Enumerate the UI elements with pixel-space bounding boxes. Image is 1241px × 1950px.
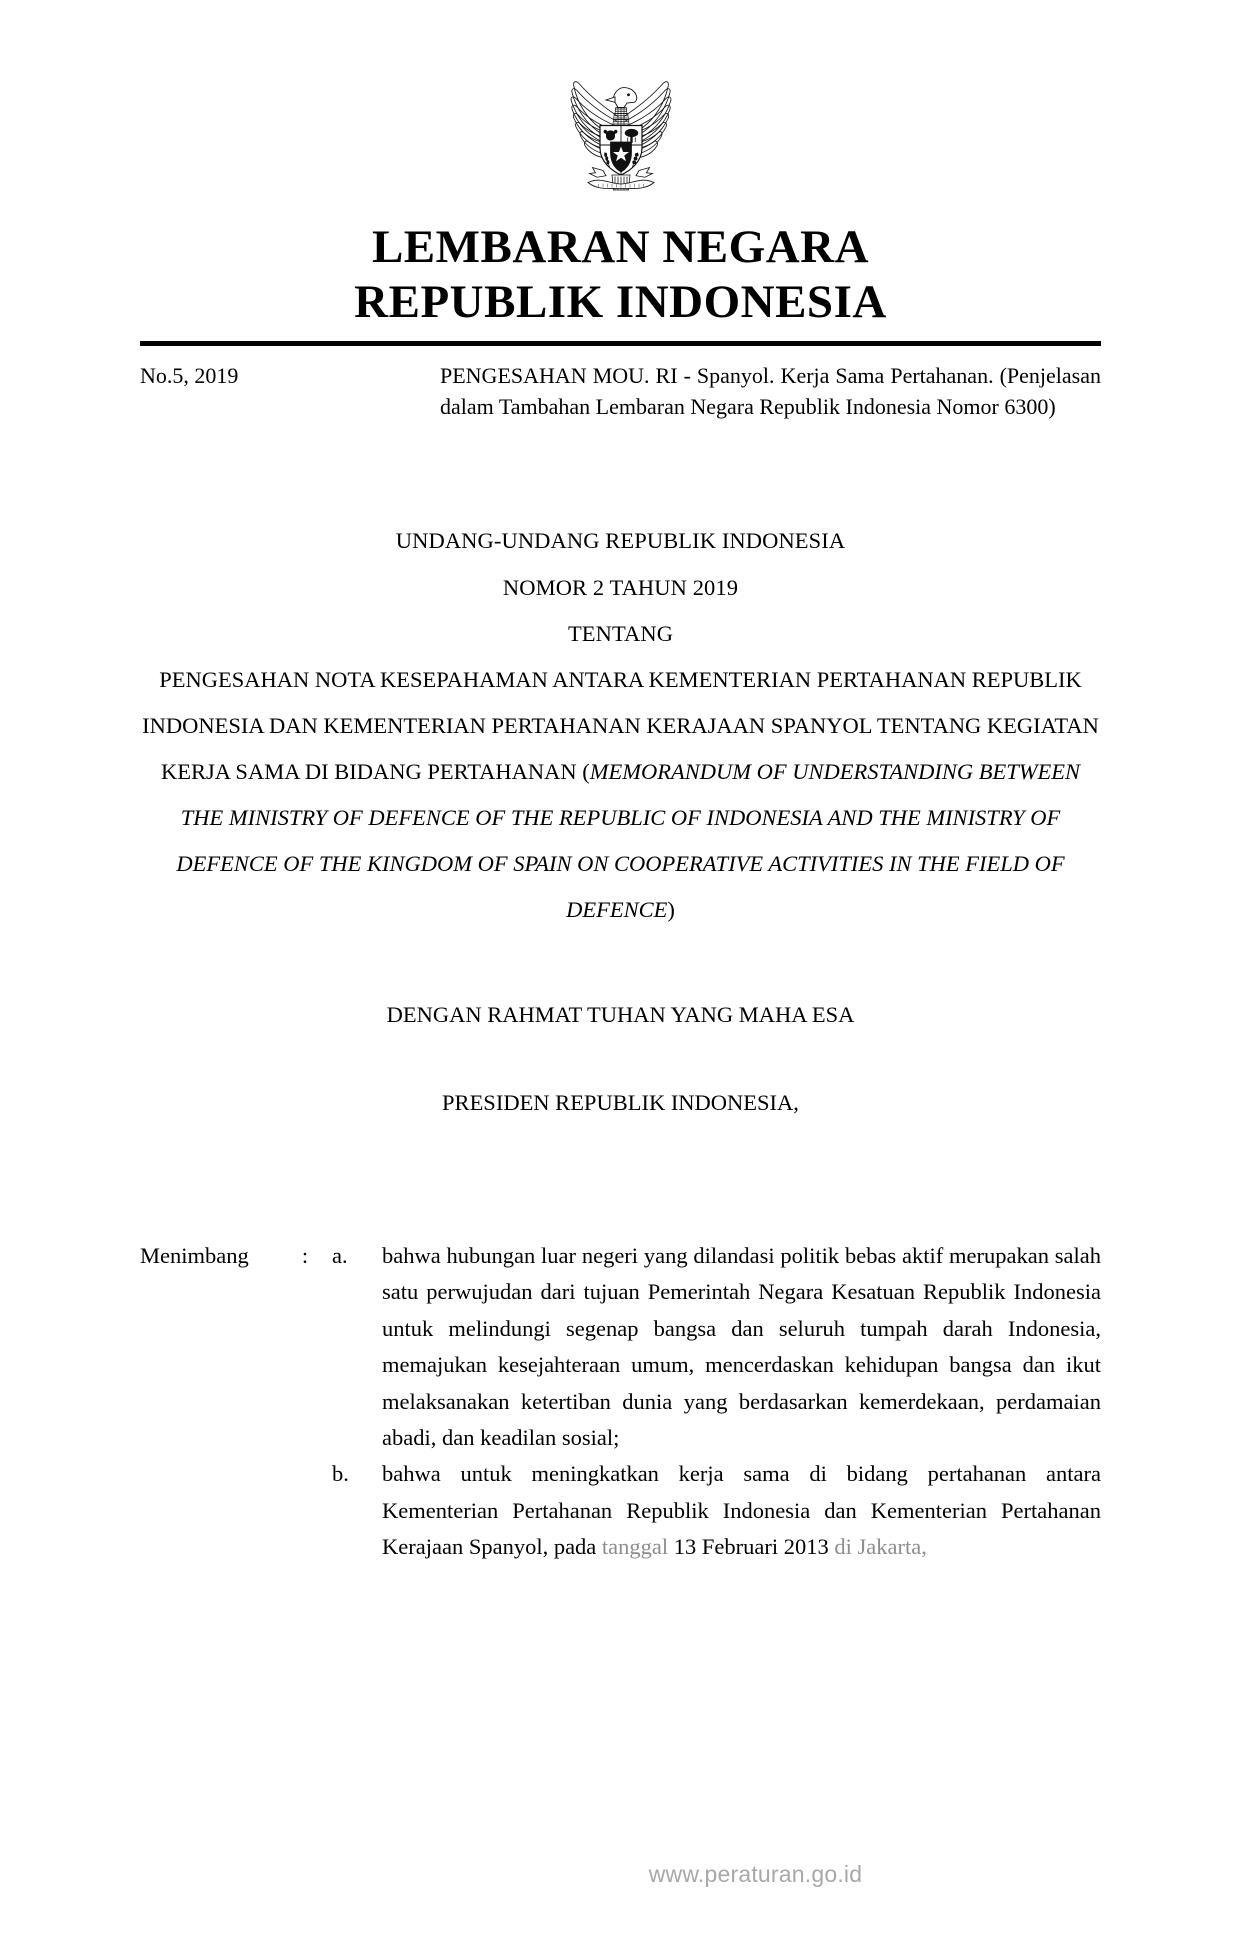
invocation: DENGAN RAHMAT TUHAN YANG MAHA ESA bbox=[386, 1001, 855, 1027]
masthead-divider bbox=[140, 341, 1101, 346]
issuer: PRESIDEN REPUBLIK INDONESIA, bbox=[442, 1089, 799, 1115]
law-type: UNDANG-UNDANG REPUBLIK INDONESIA bbox=[395, 528, 846, 554]
watermark-text: www.peraturan.go.id bbox=[648, 1861, 863, 1887]
considering-section bbox=[140, 1238, 1101, 1566]
law-subject bbox=[140, 657, 1101, 934]
considering-text-b bbox=[382, 1456, 1101, 1565]
considering-text-b-part1: bahwa untuk meningkatkan kerja sama di bidang pertahanan antara Kementerian Pertahanan Republik Indonesia dan Kementerian Pertahanan Kerajaan Spanyol, pada bbox=[382, 1461, 1101, 1560]
considering-text-b-faded2: di Jakarta, bbox=[834, 1534, 927, 1560]
about-label: TENTANG bbox=[567, 620, 674, 646]
law-subject-indonesian: PENGESAHAN NOTA KESEPAHAMAN ANTARA KEMENTERIAN PERTAHANAN REPUBLIK INDONESIA DAN KEMENTERIAN PERTAHANAN KERAJAAN SPANYOL TENTANG KEGIATAN KERJA SAMA DI BIDANG PERTAHANAN ( bbox=[142, 666, 1099, 784]
considering-item-a bbox=[140, 1238, 1101, 1457]
masthead-line-2: REPUBLIK INDONESIA bbox=[354, 276, 887, 329]
gazette-header bbox=[140, 360, 1101, 422]
considering-colon: : bbox=[301, 1242, 309, 1268]
footer-watermark bbox=[0, 1861, 1241, 1888]
gazette-description: PENGESAHAN MOU. RI - Spanyol. Kerja Sama Pertahanan. (Penjelasan dalam Tambahan Lembaran Negara Republik Indonesia Nomor 6300) bbox=[440, 362, 1101, 420]
considering-marker-b: b. bbox=[332, 1461, 349, 1487]
law-subject-english: MEMORANDUM OF UNDERSTANDING BETWEEN THE MINISTRY OF DEFENCE OF THE REPUBLIC OF INDONESIA AND THE MINISTRY OF DEFENCE OF THE KINGDOM OF SPAIN ON COOPERATIVE ACTIVITIES IN THE FIELD OF DEFENCE bbox=[176, 759, 1080, 923]
law-number: NOMOR 2 TAHUN 2019 bbox=[502, 574, 739, 600]
considering-marker-a: a. bbox=[332, 1242, 348, 1268]
emblem-container bbox=[140, 0, 1101, 208]
considering-item-b bbox=[140, 1456, 1101, 1565]
title-block bbox=[140, 518, 1101, 933]
law-subject-closing-paren: ) bbox=[667, 897, 675, 923]
gazette-number: No.5, 2019 bbox=[140, 362, 239, 388]
considering-label: Menimbang bbox=[140, 1242, 249, 1268]
considering-text-b-part2: 13 Februari 2013 bbox=[668, 1534, 835, 1560]
masthead bbox=[140, 220, 1101, 331]
considering-text-b-faded1: tanggal bbox=[601, 1534, 669, 1560]
masthead-line-1: LEMBARAN NEGARA bbox=[371, 221, 870, 273]
garuda-pancasila-emblem bbox=[546, 58, 696, 208]
considering-text-a: bahwa hubungan luar negeri yang dilandasi politik bebas aktif merupakan salah satu perwujudan dari tujuan Pemerintah Negara Kesatuan Republik Indonesia untuk melindungi segenap bangsa dan seluruh tumpah darah Indonesia, memajukan kesejahteraan umum, mencerdaskan kehidupan bangsa dan ikut melaksanakan ketertiban dunia yang berdasarkan kemerdekaan, perdamaian abadi, dan keadilan sosial; bbox=[382, 1242, 1101, 1450]
